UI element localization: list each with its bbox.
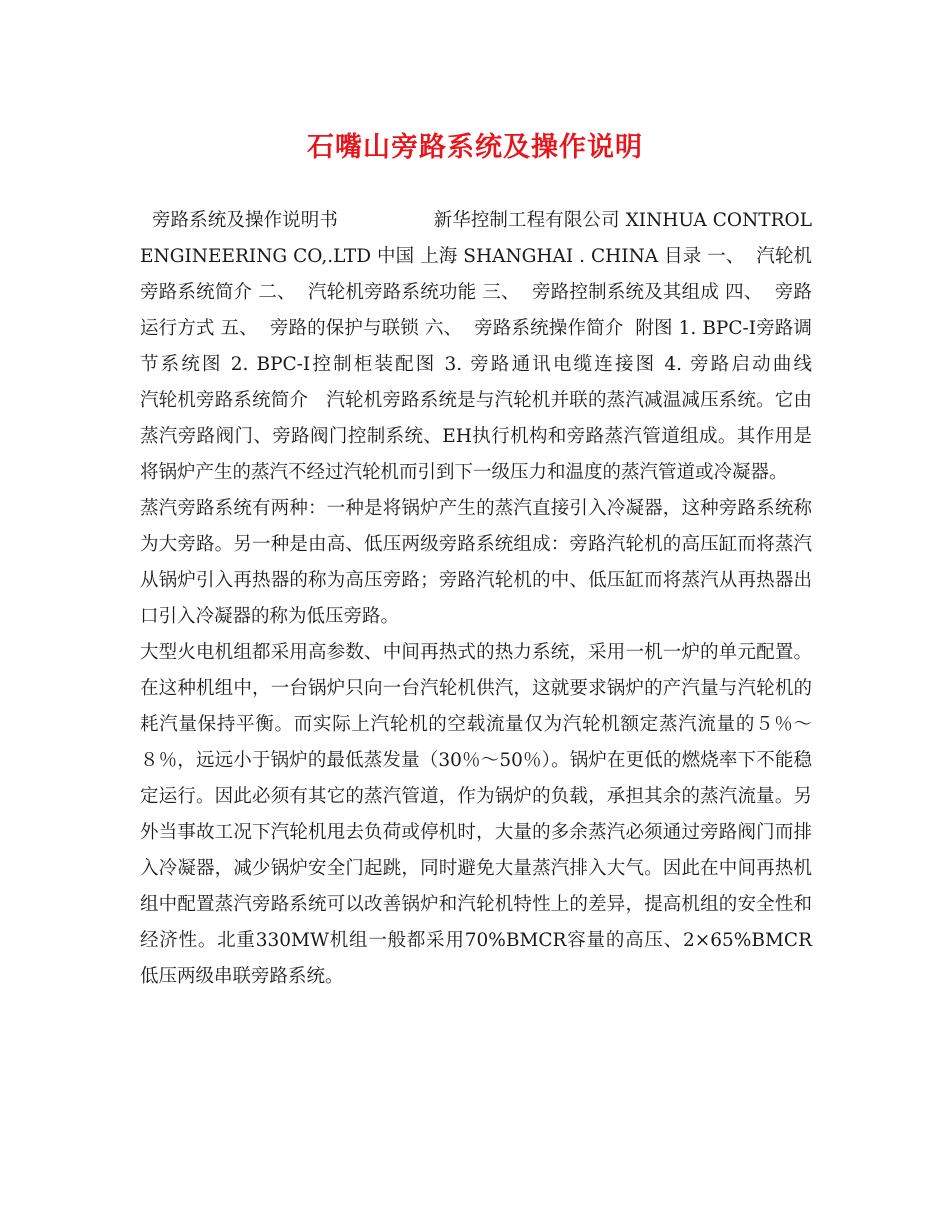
document-title: 石嘴山旁路系统及操作说明 bbox=[307, 132, 643, 163]
document-body bbox=[140, 203, 871, 995]
paragraph-bypass-purpose: 大型火电机组都采用高参数、中间再热式的热力系统，采用一机一炉的单元配置。在这种机组中，一台锅炉只向一台汽轮机供汽，这就要求锅炉的产汽量与汽轮机的耗汽量保持平衡。而实际上汽轮机的空载流量仅为汽轮机额定蒸汽流量的５％～８％，远远小于锅炉的最低蒸发量（30％～50％）。锅炉在更低的燃烧率下不能稳定运行。因此必须有其它的蒸汽管道，作为锅炉的负载，承担其余的蒸汽流量。另外当事故工况下汽轮机甩去负荷或停机时，大量的多余蒸汽必须通过旁路阀门而排入冷凝器，减少锅炉安全门起跳，同时避免大量蒸汽排入大气。因此在中间再热机组中配置蒸汽旁路系统可以改善锅炉和汽轮机特性上的差异，提高机组的安全性和经济性。北重330MW机组一般都采用70%BMCR容量的高压、2×65%BMCR低压两级串联旁路系统。 bbox=[140, 642, 812, 987]
paragraph-bypass-types: 蒸汽旁路系统有两种：一种是将锅炉产生的蒸汽直接引入冷凝器，这种旁路系统称为大旁路。另一种是由高、低压两级旁路系统组成：旁路汽轮机的高压缸而将蒸汽从锅炉引入再热器的称为高压旁路；旁路汽轮机的中、低压缸而将蒸汽从再热器出口引入冷凝器的称为低压旁路。 bbox=[140, 498, 812, 627]
paragraph-intro-contents: 旁路系统及操作说明书 新华控制工程有限公司 XINHUA CONTROL ENGINEERING CO,.LTD 中国 上海 SHANGHAI . CHINA 目录 一、 汽轮机旁路系统简介 二、 汽轮机旁路系统功能 三、 旁路控制系统及其组成 四、 旁路运行方式 五、 旁路的保护与联锁 六、 旁路系统操作简介 附图 1. BPC-I旁路调节系统图 2. BPC-I控制柜装配图 3. 旁路通讯电缆连接图 4. 旁路启动曲线 汽轮机旁路系统简介 汽轮机旁路系统是与汽轮机并联的蒸汽减温减压系统。它由蒸汽旁路阀门、旁路阀门控制系统、EH执行机构和旁路蒸汽管道组成。其作用是将锅炉产生的蒸汽不经过汽轮机而引到下一级压力和温度的蒸汽管道或冷凝器。 bbox=[140, 210, 871, 483]
